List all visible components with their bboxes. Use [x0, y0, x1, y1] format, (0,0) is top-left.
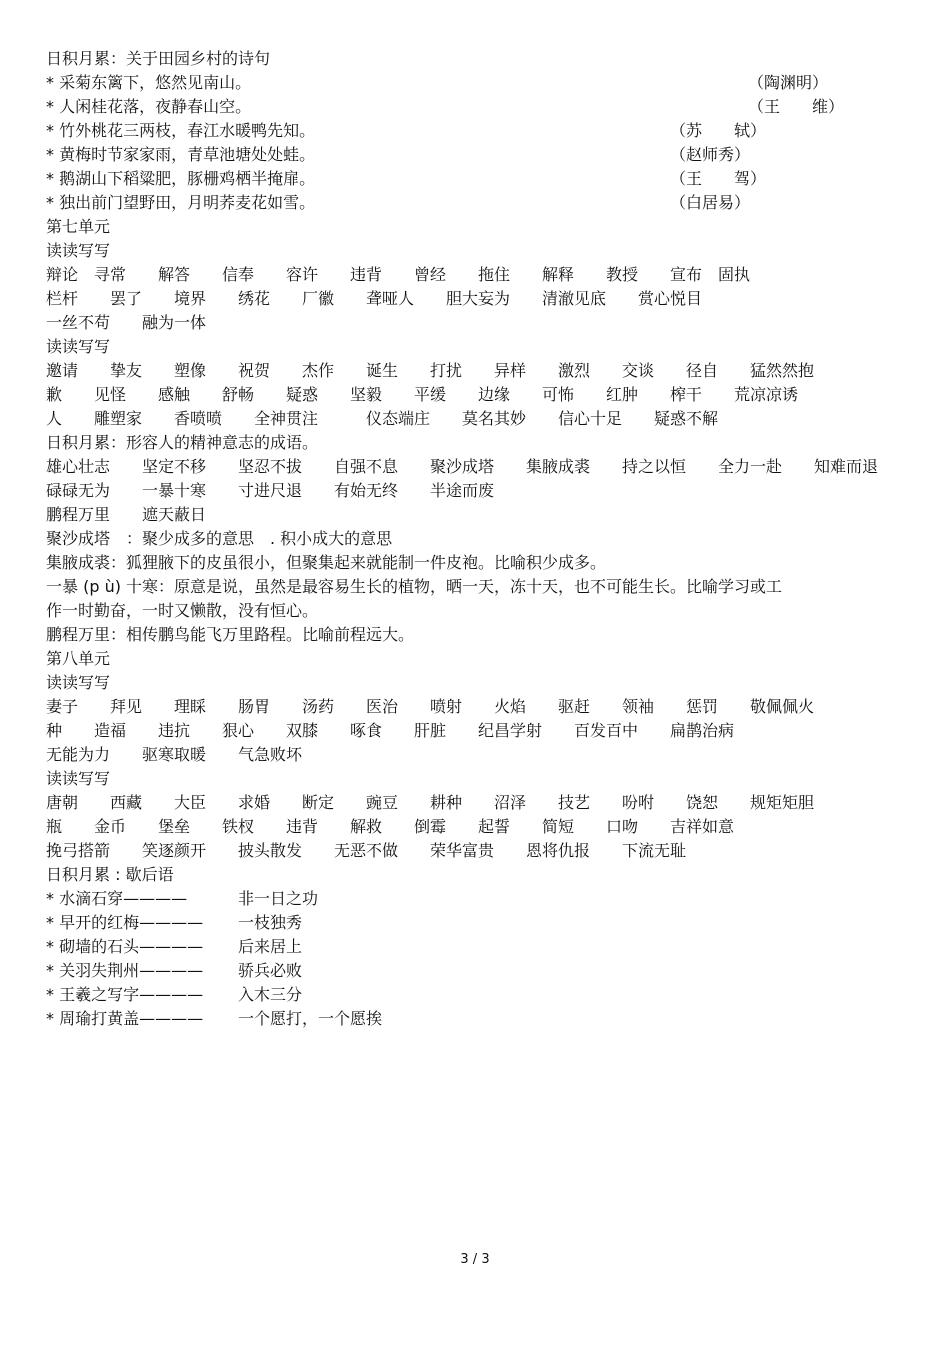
poem-author: （王 维） — [748, 97, 845, 116]
unit-title: 第八单元 — [46, 649, 111, 668]
vocab-row: 歉 见怪 感触 舒畅 疑惑 坚毅 平缓 边缘 可怖 红肿 榨干 荒凉凉诱 — [46, 385, 799, 404]
idiom-explanation: 集腋成裘：狐狸腋下的皮虽很小，但聚集起来就能制一件皮袍。比喻积少成多。 — [46, 553, 607, 572]
poems-heading: 日积月累：关于田园乡村的诗句 — [46, 49, 271, 68]
poem-line: * 采菊东篱下，悠然见南山。 — [46, 73, 252, 92]
unit-title: 第七单元 — [46, 217, 111, 236]
xiehouyu-riddle: * 早开的红梅———— — [46, 913, 204, 932]
poem-line: * 独出前门望野田，月明荞麦花如雪。 — [46, 193, 316, 212]
poem-author: （苏 轼） — [670, 121, 767, 140]
idiom-explanation: 聚沙成塔 ：聚少成多的意思 . 积小成大的意思 — [46, 529, 393, 548]
vocab-row: 唐朝 西藏 大臣 求婚 断定 豌豆 耕种 沼泽 技艺 吩咐 饶恕 规矩矩胆 — [46, 793, 815, 812]
poem-line: * 竹外桃花三两枝，春江水暖鸭先知。 — [46, 121, 316, 140]
vocab-row: 瓶 金币 堡垒 铁杈 违背 解救 倒霉 起誓 简短 口吻 吉祥如意 — [46, 817, 735, 836]
xiehouyu-answer: 入木三分 — [238, 985, 303, 1004]
idiom-explanation: 一暴 (p ù) 十寒：原意是说，虽然是最容易生长的植物，晒一天，冻十天，也不可能生长。比喻学习或工 — [46, 577, 783, 596]
vocab-row: 栏杆 罢了 境界 绣花 厂徽 聋哑人 胆大妄为 清澈见底 赏心悦目 — [46, 289, 703, 308]
idiom-explanation: 鹏程万里：相传鹏鸟能飞万里路程。比喻前程远大。 — [46, 625, 415, 644]
idioms-heading: 日积月累：形容人的精神意志的成语。 — [46, 433, 319, 452]
section-heading: 读读写写 — [46, 769, 111, 788]
idiom-explanation: 作一时勤奋，一时又懒散，没有恒心。 — [46, 601, 319, 620]
xiehouyu-answer: 一枝独秀 — [238, 913, 303, 932]
xiehouyu-answer: 一个愿打，一个愿挨 — [238, 1009, 383, 1028]
poem-line: * 黄梅时节家家雨，青草池塘处处蛙。 — [46, 145, 316, 164]
vocab-row: 无能为力 驱寒取暖 气急败坏 — [46, 745, 303, 764]
poem-author: （白居易） — [670, 193, 751, 212]
poem-line: * 人闲桂花落，夜静春山空。 — [46, 97, 252, 116]
xiehouyu-riddle: * 水滴石穿———— — [46, 889, 188, 908]
section-heading: 读读写写 — [46, 673, 111, 692]
xiehouyu-riddle: * 周瑜打黄盖———— — [46, 1009, 204, 1028]
vocab-row: 人 雕塑家 香喷喷 全神贯注 仪态端庄 莫名其妙 信心十足 疑惑不解 — [46, 409, 719, 428]
idiom-row: 鹏程万里 遮天蔽日 — [46, 505, 207, 524]
vocab-row: 邀请 挚友 塑像 祝贺 杰作 诞生 打扰 异样 激烈 交谈 径自 猛然然抱 — [46, 361, 815, 380]
poem-author: （陶渊明） — [748, 73, 829, 92]
idiom-row: 碌碌无为 一暴十寒 寸进尺退 有始无终 半途而废 — [46, 481, 495, 500]
xiehouyu-answer: 后来居上 — [238, 937, 303, 956]
vocab-row: 种 造福 违抗 狠心 双膝 啄食 肝脏 纪昌学射 百发百中 扁鹊治病 — [46, 721, 735, 740]
xiehouyu-heading: 日积月累 : 歇后语 — [46, 865, 174, 884]
xiehouyu-answer: 非一日之功 — [238, 889, 319, 908]
section-heading: 读读写写 — [46, 241, 111, 260]
vocab-row: 辩论 寻常 解答 信奉 容许 违背 曾经 拖住 解释 教授 宣布 固执 — [46, 265, 751, 284]
xiehouyu-answer: 骄兵必败 — [238, 961, 303, 980]
section-heading: 读读写写 — [46, 337, 111, 356]
poem-author: （王 驾） — [670, 169, 767, 188]
poem-line: * 鹅湖山下稻粱肥，豚栅鸡栖半掩扉。 — [46, 169, 316, 188]
page-number: 3 / 3 — [460, 1252, 490, 1267]
xiehouyu-riddle: * 砌墙的石头———— — [46, 937, 204, 956]
xiehouyu-riddle: * 王羲之写字———— — [46, 985, 204, 1004]
xiehouyu-riddle: * 关羽失荆州———— — [46, 961, 204, 980]
idiom-row: 雄心壮志 坚定不移 坚忍不拔 自强不息 聚沙成塔 集腋成裘 持之以恒 全力一赴 知难而退 — [46, 457, 879, 476]
vocab-row: 挽弓搭箭 笑逐颜开 披头散发 无恶不做 荣华富贵 恩将仇报 下流无耻 — [46, 841, 687, 860]
vocab-row: 妻子 拜见 理睬 肠胃 汤药 医治 喷射 火焰 驱赶 领袖 惩罚 敬佩佩火 — [46, 697, 815, 716]
vocab-row: 一丝不苟 融为一体 — [46, 313, 207, 332]
poem-author: （赵师秀） — [670, 145, 751, 164]
